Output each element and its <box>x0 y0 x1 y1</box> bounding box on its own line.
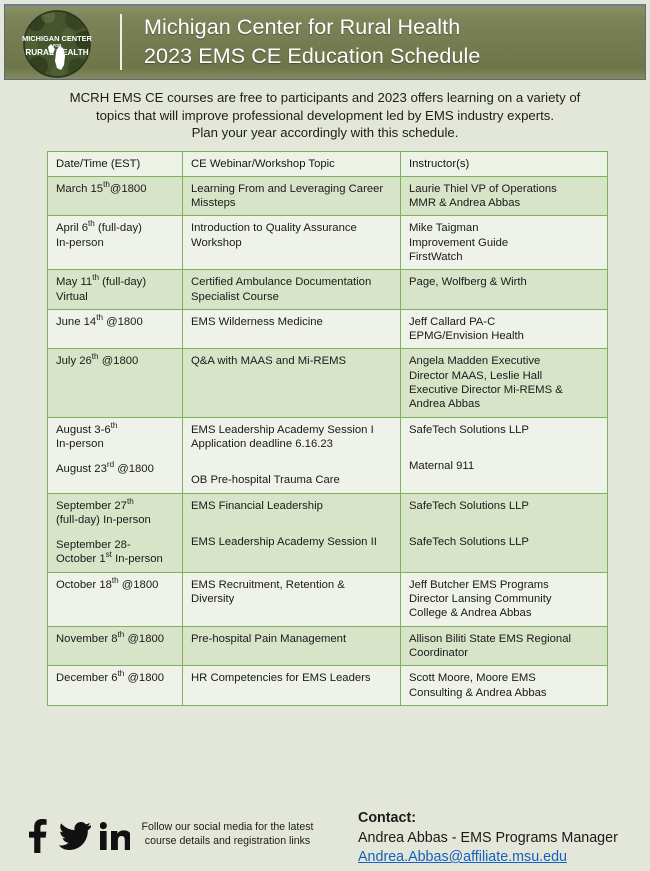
table-row <box>48 626 608 666</box>
header-divider <box>120 14 122 70</box>
cell-topic: EMS Leadership Academy Session I Application deadline 6.16.23 OB Pre-hospital Trauma Care <box>183 417 401 493</box>
cell-instructor: Angela Madden Executive Director MAAS, Leslie Hall Executive Director Mi-REMS & Andrea Abbas <box>401 349 608 417</box>
cell-instructor: Jeff Butcher EMS Programs Director Lansing Community College & Andrea Abbas <box>401 572 608 626</box>
cell-topic: HR Competencies for EMS Leaders <box>183 666 401 706</box>
cell-date: November 8th @1800 <box>48 626 183 666</box>
column-header-date: Date/Time (EST) <box>48 151 183 176</box>
cell-instructor: Laurie Thiel VP of Operations MMR & Andrea Abbas <box>401 176 608 216</box>
contact-label: Contact: <box>358 810 416 826</box>
cell-date: October 18th @1800 <box>48 572 183 626</box>
page-footer <box>0 805 650 867</box>
table-row <box>48 216 608 270</box>
twitter-icon[interactable] <box>59 819 91 853</box>
cell-instructor: Mike Taigman Improvement Guide FirstWatch <box>401 216 608 270</box>
cell-topic: EMS Recruitment, Retention & Diversity <box>183 572 401 626</box>
cell-instructor: SafeTech Solutions LLP SafeTech Solutions LLP <box>401 493 608 572</box>
logo-line2: FOR <box>52 43 62 48</box>
intro-paragraph <box>30 89 620 142</box>
contact-email-link[interactable]: Andrea.Abbas@affiliate.msu.edu <box>358 849 567 865</box>
cell-topic: Learning From and Leveraging Career Missteps <box>183 176 401 216</box>
contact-block <box>358 809 618 868</box>
table-row <box>48 572 608 626</box>
cell-topic: Certified Ambulance Documentation Specialist Course <box>183 270 401 310</box>
facebook-icon[interactable] <box>24 819 50 853</box>
intro-line-2: topics that will improve professional development led by EMS industry experts. <box>95 107 555 123</box>
page-title-line1: Michigan Center for Rural Health <box>144 15 461 39</box>
cell-topic: EMS Wilderness Medicine <box>183 309 401 349</box>
logo-line3: RURAL HEALTH <box>25 48 89 57</box>
table-row <box>48 417 608 493</box>
cell-topic: EMS Financial Leadership EMS Leadership Academy Session II <box>183 493 401 572</box>
page-title-line2: 2023 EMS CE Education Schedule <box>144 44 481 68</box>
table-row <box>48 309 608 349</box>
schedule-table-container <box>0 151 650 706</box>
cell-date: April 6th (full-day) In-person <box>48 216 183 270</box>
social-caption <box>130 821 325 848</box>
table-row <box>48 493 608 572</box>
cell-instructor: Jeff Callard PA-C EPMG/Envision Health <box>401 309 608 349</box>
logo-line1: MICHIGAN CENTER <box>22 34 92 43</box>
schedule-table-body <box>48 176 608 705</box>
social-caption-line1: Follow our social media for the latest <box>141 821 314 833</box>
cell-date: July 26th @1800 <box>48 349 183 417</box>
page-header <box>4 4 646 80</box>
cell-instructor: SafeTech Solutions LLP Maternal 911 <box>401 417 608 493</box>
cell-instructor: Scott Moore, Moore EMS Consulting & Andrea Abbas <box>401 666 608 706</box>
cell-date: June 14th @1800 <box>48 309 183 349</box>
cell-topic: Pre-hospital Pain Management <box>183 626 401 666</box>
contact-name: Andrea Abbas - EMS Programs Manager <box>358 829 618 846</box>
mcrh-logo <box>18 10 96 78</box>
table-row <box>48 666 608 706</box>
cell-instructor: Allison Biliti State EMS Regional Coordinator <box>401 626 608 666</box>
cell-date: August 3-6th In-person August 23rd @1800 <box>48 417 183 493</box>
intro-line-3: Plan your year accordingly with this schedule. <box>191 125 459 140</box>
cell-date: December 6th @1800 <box>48 666 183 706</box>
social-caption-line2: course details and registration links <box>144 834 311 847</box>
schedule-table <box>47 151 608 706</box>
cell-topic: Q&A with MAAS and Mi-REMS <box>183 349 401 417</box>
social-icons <box>24 819 130 853</box>
page-title <box>144 13 638 71</box>
column-header-instructor: Instructor(s) <box>401 151 608 176</box>
table-header-row <box>48 151 608 176</box>
logo-graphic <box>18 10 96 78</box>
table-row <box>48 270 608 310</box>
intro-line-1: MCRH EMS CE courses are free to participants and 2023 offers learning on a variety of <box>69 90 581 105</box>
cell-date: March 15th@1800 <box>48 176 183 216</box>
linkedin-icon[interactable] <box>100 819 130 853</box>
cell-topic: Introduction to Quality Assurance Workshop <box>183 216 401 270</box>
table-row <box>48 176 608 216</box>
cell-date: May 11th (full-day) Virtual <box>48 270 183 310</box>
table-row <box>48 349 608 417</box>
column-header-topic: CE Webinar/Workshop Topic <box>183 151 401 176</box>
cell-instructor: Page, Wolfberg & Wirth <box>401 270 608 310</box>
cell-date: September 27th (full-day) In-person September 28- October 1st In-person <box>48 493 183 572</box>
